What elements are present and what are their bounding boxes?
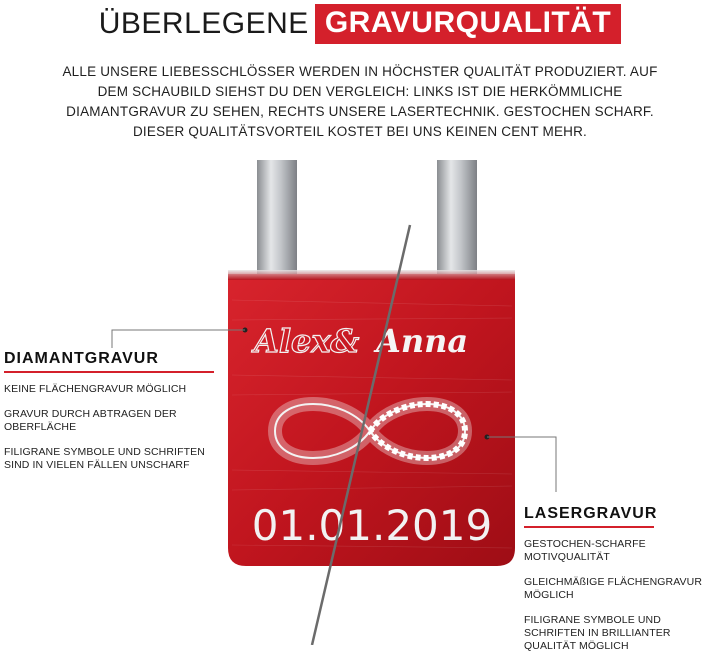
diamond-engraving-section [4, 350, 214, 484]
diamond-item: KEINE FLÄCHENGRAVUR MÖGLICH [4, 383, 187, 395]
heading-underline [4, 371, 214, 373]
title-highlight: GRAVURQUALITÄT [315, 4, 621, 44]
laser-item: GESTOCHEN-SCHARFE MOTIVQUALITÄT [524, 538, 646, 563]
laser-engraving-section [524, 505, 720, 665]
callout-line-left [112, 330, 245, 348]
intro-line: DEM SCHAUBILD SIEHST DU DEN VERGLEICH: LINKS IST DIE HERKÖMMLICHE [97, 84, 623, 99]
laser-engraving-heading: LASERGRAVUR [524, 505, 658, 522]
intro-line: DIESER QUALITÄTSVORTEIL KOSTET BEI UNS KEINEN CENT MEHR. [132, 124, 588, 139]
shackle-right [437, 160, 477, 280]
intro-line: DIAMANTGRAVUR ZU SEHEN, RECHTS UNSERE LASERTECHNIK. GESTOCHEN SCHARF. [66, 104, 654, 119]
diamond-item: FILIGRANE SYMBOLE UND SCHRIFTEN SIND IN VIELEN FÄLLEN UNSCHARF [4, 446, 205, 471]
engraving-name-right: Anna [376, 322, 469, 360]
diamond-item: GRAVUR DURCH ABTRAGEN DER OBERFLÄCHE [4, 408, 177, 433]
laser-item: GLEICHMÄßIGE FLÄCHENGRAVUR MÖGLICH [524, 576, 703, 601]
lock-top-edge [228, 270, 515, 280]
engraving-name-left: Alex& [254, 322, 360, 360]
intro-line: ALLE UNSERE LIEBESSCHLÖSSER WERDEN IN HÖCHSTER QUALITÄT PRODUZIERT. AUF [62, 64, 658, 79]
diamond-engraving-heading: DIAMANTGRAVUR [4, 350, 159, 367]
laser-item: FILIGRANE SYMBOLE UND SCHRIFTEN IN BRILLIANTER QUALITÄT MÖGLICH [524, 614, 671, 652]
title-plain: ÜBERLEGENE [98, 7, 309, 40]
engraving-date: 01.01.2019 [251, 501, 493, 550]
shackle-left [257, 160, 297, 280]
heading-underline [524, 526, 654, 528]
